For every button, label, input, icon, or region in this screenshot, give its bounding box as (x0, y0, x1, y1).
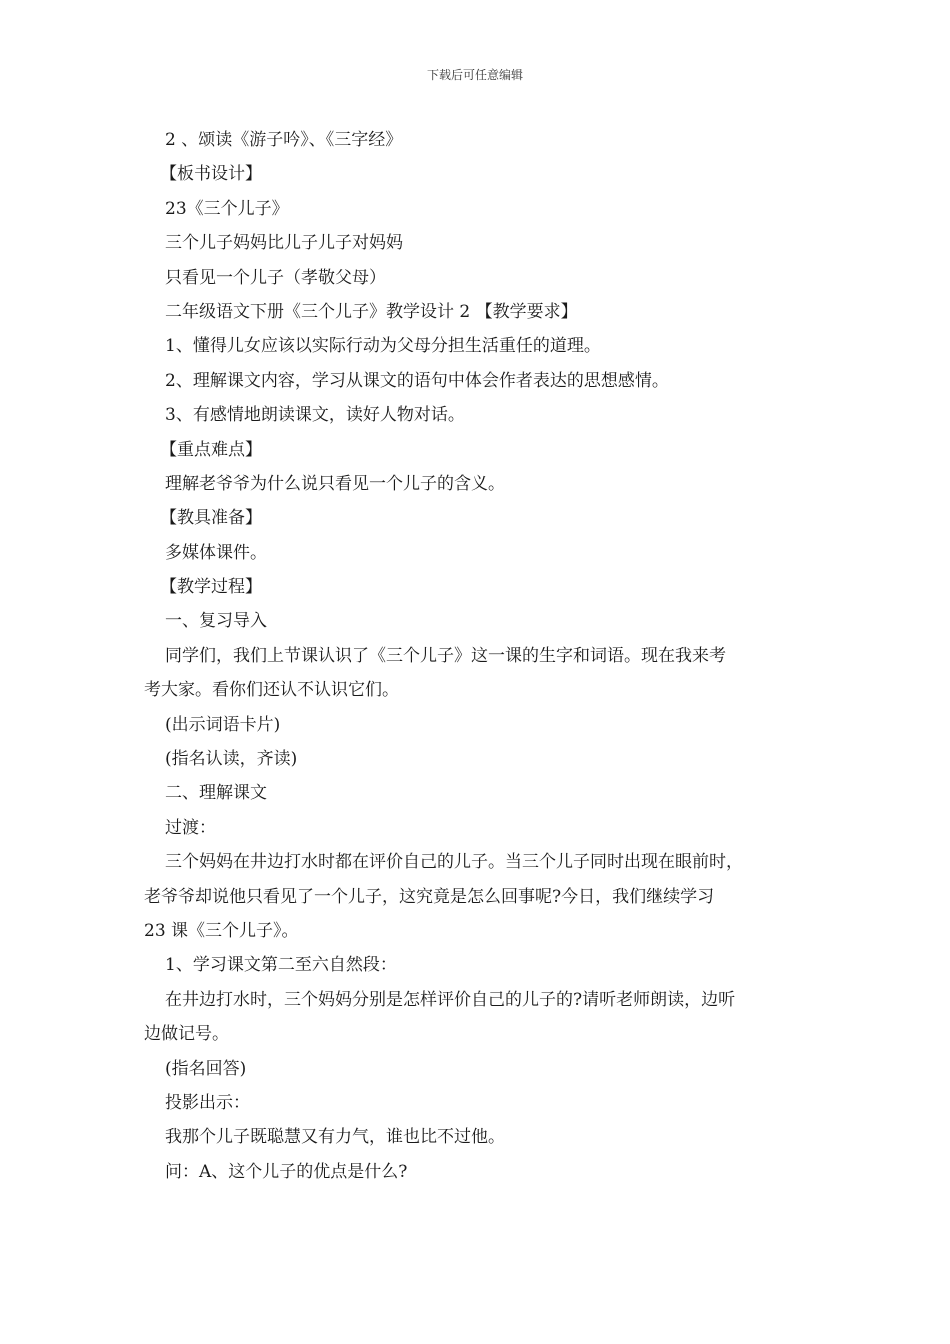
text-line: 1、懂得儿女应该以实际行动为父母分担生活重任的道理。 (165, 336, 601, 357)
text-line: 我那个儿子既聪慧又有力气，谁也比不过他。 (165, 1127, 505, 1148)
text-line: (出示词语卡片) (165, 714, 281, 735)
section-heading: 【板书设计】 (160, 164, 262, 185)
document-body (0, 123, 950, 1189)
section-heading: 【教学过程】 (160, 577, 262, 598)
text-line: 问：A、这个儿子的优点是什么? (165, 1161, 408, 1182)
text-line: (指名认读，齐读) (165, 749, 298, 770)
text-line: 2 、颂读《游子吟》、《三字经》 (165, 130, 403, 150)
text-line: 边做记号。 (144, 1024, 229, 1045)
text-line: 1、学习课文第二至六自然段： (165, 955, 397, 976)
page-header: 下载后可任意编辑 (426, 68, 523, 82)
text-line: 老爷爷却说他只看见了一个儿子，这究竟是怎么回事呢?今日，我们继续学习 (144, 886, 715, 907)
text-line: 理解老爷爷为什么说只看见一个儿子的含义。 (165, 473, 505, 494)
text-line: 三个儿子妈妈比儿子儿子对妈妈 (165, 233, 403, 254)
text-line: 只看见一个儿子（孝敬父母） (165, 267, 386, 288)
text-line: 过渡： (165, 817, 216, 838)
text-line: 3、有感情地朗读课文，读好人物对话。 (165, 405, 465, 426)
text-line: 三个妈妈在井边打水时都在评价自己的儿子。当三个儿子同时出现在眼前时， (165, 852, 743, 873)
text-line: 二、理解课文 (165, 783, 267, 804)
text-line: 同学们，我们上节课认识了《三个儿子》这一课的生字和词语。现在我来考 (165, 645, 726, 666)
text-line: 考大家。看你们还认不认识它们。 (144, 680, 399, 701)
text-line: 23《三个儿子》 (165, 198, 289, 219)
text-line: (指名回答) (165, 1058, 247, 1079)
text-line: 二年级语文下册《三个儿子》教学设计 2 【教学要求】 (165, 301, 578, 322)
text-line: 投影出示： (165, 1092, 250, 1113)
text-line: 多媒体课件。 (165, 542, 267, 563)
text-line: 一、复习导入 (165, 611, 267, 632)
text-line: 在井边打水时，三个妈妈分别是怎样评价自己的儿子的?请听老师朗读，边听 (165, 989, 736, 1010)
text-line: 2、理解课文内容，学习从课文的语句中体会作者表达的思想感情。 (165, 370, 669, 391)
text-line: 23 课《三个儿子》。 (144, 920, 299, 941)
section-heading: 【教具准备】 (160, 508, 262, 529)
section-heading: 【重点难点】 (160, 439, 262, 460)
